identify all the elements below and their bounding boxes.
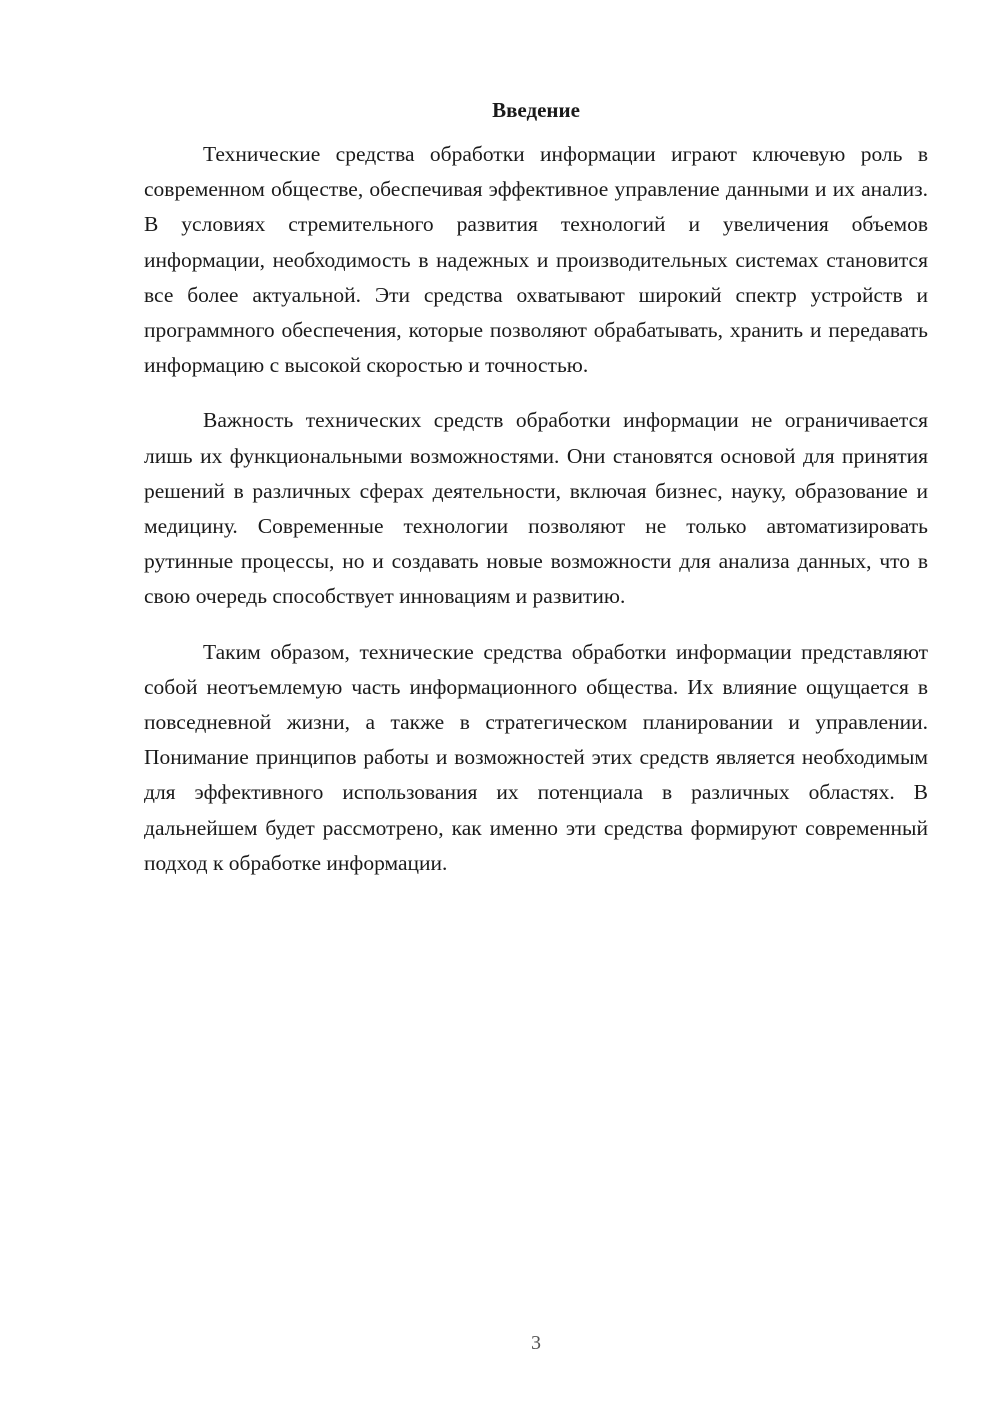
paragraph-1: Технические средства обработки информации играют ключевую роль в современном обществе, обеспечивая эффективное управление данными и их анализ. В условиях стремительного развития технологий и увеличения объемов информации, необходимость в надежных и производительных системах становится все более актуальной. Эти средства охватывают широкий спектр устройств и программного обеспечения, которые позволяют обрабатывать, хранить и передавать информацию с высокой скоростью и точностью. bbox=[144, 142, 928, 378]
paragraph-2: Важность технических средств обработки информации не ограничивается лишь их функциональными возможностями. Они становятся основой для принятия решений в различных сферах деятельности, включая бизнес, науку, образование и медицину. Современные технологии позволяют не только автоматизировать рутинные процессы, но и создавать новые возможности для анализа данных, что в свою очередь способствует инновациям и развитию. bbox=[144, 408, 928, 609]
document-page bbox=[144, 95, 928, 901]
section-title: Введение bbox=[492, 98, 580, 122]
paragraph-3: Таким образом, технические средства обработки информации представляют собой неотъемлемую часть информационного общества. Их влияние ощущается в повседневной жизни, а также в стратегическом планировании и управлении. Понимание принципов работы и возможностей этих средств является необходимым для эффективного использования их потенциала в различных областях. В дальнейшем будет рассмотрено, как именно эти средства формируют современный подход к обработке информации. bbox=[144, 639, 928, 875]
page-number: 3 bbox=[531, 1332, 541, 1354]
